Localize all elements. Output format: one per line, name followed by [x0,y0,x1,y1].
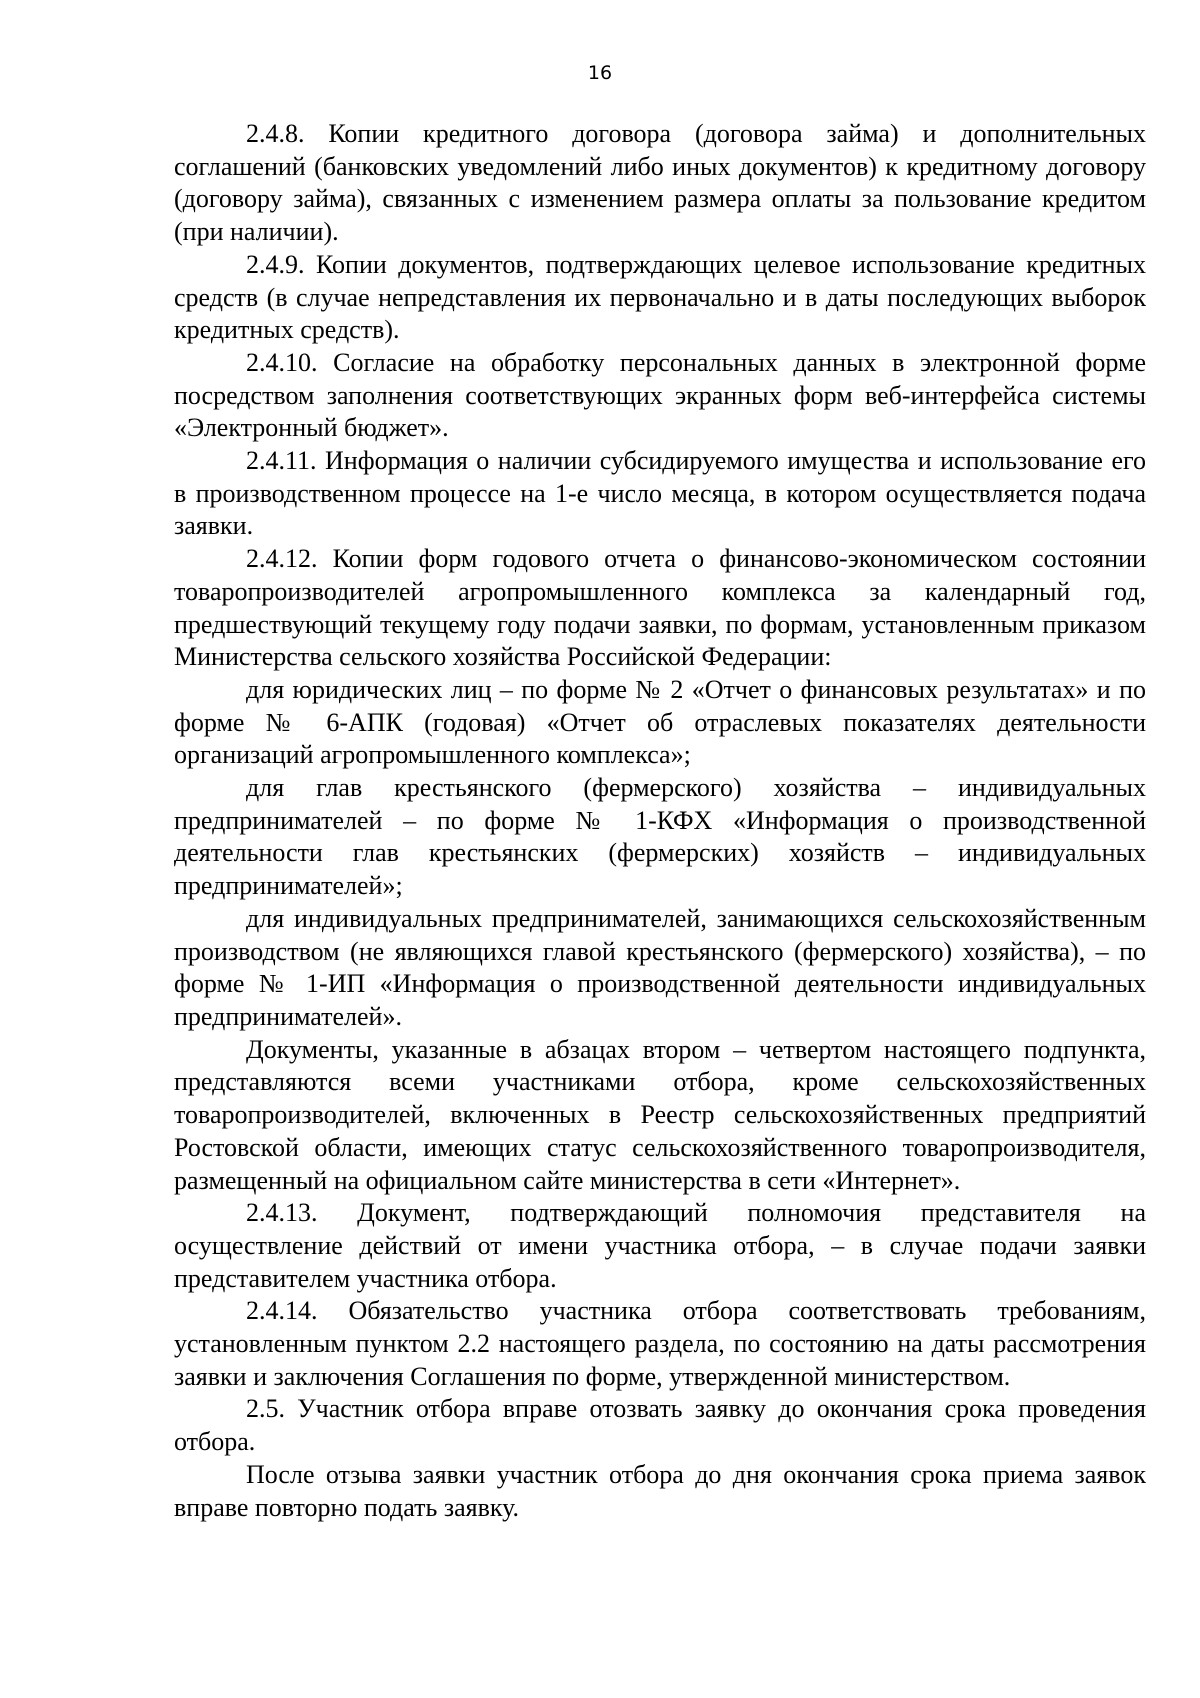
paragraph-after-withdrawal: После отзыва заявки участник отбора до дня окончания срока приема заявок вправе повторно подать заявку. [174,1459,1146,1522]
paragraph-2-5: 2.5. Участник отбора вправе отозвать заявку до окончания срока проведения отбора. [174,1394,1146,1457]
paragraph-2-4-11: 2.4.11. Информация о наличии субсидируемого имущества и использование его в производственном процессе на 1-е число месяца, в котором осуществляется подача заявки. [174,446,1146,541]
paragraph-legal-entities: для юридических лиц – по форме № 2 «Отчет о финансовых результатах» и по форме № 6-АПК (годовая) «Отчет об отраслевых показателях деятельности организаций агропромышленного комплекса»; [174,674,1146,770]
paragraph-2-4-14: 2.4.14. Обязательство участника отбора соответствовать требованиям, установленным пунктом 2.2 настоящего раздела, по состоянию на даты рассмотрения заявки и заключения Соглашения по форме, утвержденной министерством. [174,1296,1146,1391]
page-number: 16 [587,62,613,84]
paragraph-farm-heads: для глав крестьянского (фермерского) хозяйства – индивидуальных предпринимателей – по форме № 1-КФХ «Информация о производственной деятельности глав крестьянских (фермерских) хозяйств – индивидуальных предпринимателей»; [174,773,1146,901]
paragraph-2-4-12: 2.4.12. Копии форм годового отчета о финансово-экономическом состоянии товаропроизводителей агропромышленного комплекса за календарный год, предшествующий текущему году подачи заявки, по формам, установленным приказом Министерства сельского хозяйства Российской Федерации: [174,544,1146,672]
paragraph-2-4-8: 2.4.8. Копии кредитного договора (договора займа) и дополнительных соглашений (банковских уведомлений либо иных документов) к кредитному договору (договору займа), связанных с изменением размера оплаты за пользование кредитом (при наличии). [174,119,1146,247]
paragraph-2-4-13: 2.4.13. Документ, подтверждающий полномочия представителя на осуществление действий от имени участника отбора, – в случае подачи заявки представителем участника отбора. [174,1198,1146,1293]
paragraph-2-4-9: 2.4.9. Копии документов, подтверждающих целевое использование кредитных средств (в случае непредставления их первоначально и в даты последующих выборок кредитных средств). [174,249,1146,345]
paragraph-2-4-10: 2.4.10. Согласие на обработку персональных данных в электронной форме посредством заполнения соответствующих экранных форм веб-интерфейса системы «Электронный бюджет». [174,347,1146,443]
paragraph-documents-note: Документы, указанные в абзацах втором – четвертом настоящего подпункта, представляются всеми участниками отбора, кроме сельскохозяйственных товаропроизводителей, включенных в Реестр сельскохозяйственных предприятий Ростовской области, имеющих статус сельскохозяйственного товаропроизводителя, размещенный на официальном сайте министерства в сети «Интернет». [174,1034,1146,1195]
paragraph-individual-entrepreneurs: для индивидуальных предпринимателей, занимающихся сельскохозяйственным производством (не являющихся главой крестьянского (фермерского) хозяйства), – по форме № 1-ИП «Информация о производственной деятельности индивидуальных предпринимателей». [174,903,1146,1031]
document-body [174,118,1146,1524]
